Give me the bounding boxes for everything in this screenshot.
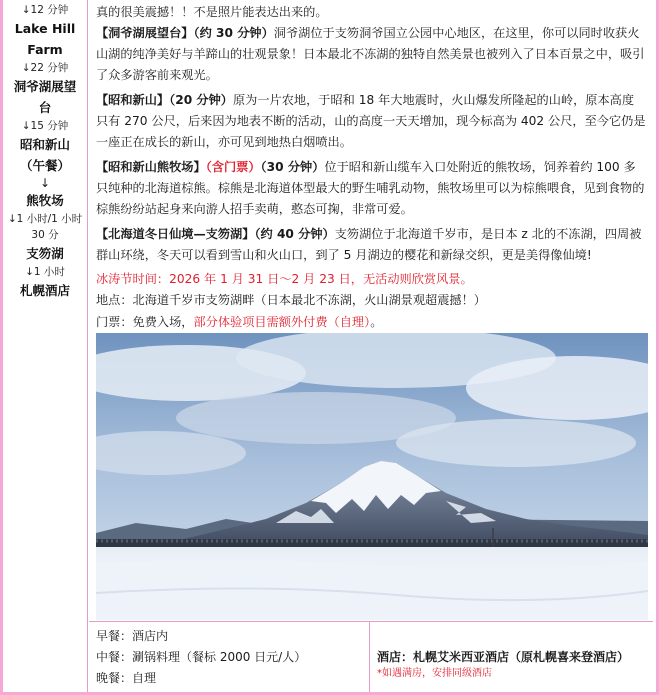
itinerary-stop: 洞爷湖展望 bbox=[13, 79, 77, 94]
itinerary-duration: ↓15 分钟 bbox=[21, 120, 69, 132]
dinner-text: 晚餐：自理 bbox=[96, 671, 157, 685]
meals-cell bbox=[89, 622, 370, 692]
itinerary-duration: ↓12 分钟 bbox=[21, 4, 69, 16]
itinerary-duration: ↓1 小时 bbox=[25, 266, 65, 278]
showa-body: 原为一片农地，于昭和 18 年大地震时，火山爆发所隆起的山岭，原本高度只有 270 公尺，后来因为地表不断的活动，山的高度一天天增加，现今标高为 402 公尺，至今它仍是一座正在成长的新山，亦可见到地热白烟喷出。 bbox=[96, 93, 646, 149]
bear-title: 【昭和新山熊牧场】 bbox=[96, 160, 206, 174]
toya-section bbox=[96, 23, 646, 86]
itinerary-stop: 熊牧场 bbox=[26, 193, 64, 208]
itinerary-stop: （午餐） bbox=[19, 158, 70, 173]
festival-dates: 冰涛节时间：2026 年 1 月 31 日～2 月 23 日，无活动则欣赏风景。 bbox=[96, 272, 473, 286]
photo-illustration bbox=[96, 333, 648, 620]
itinerary-stop: Farm bbox=[27, 42, 63, 57]
bear-body: 位于昭和新山缆车入口处附近的熊牧场，饲养着约 100 多只纯种的北海道棕熊。棕熊是北海道体型最大的野生哺乳动物，熊牧场里可以为棕熊喂食，见到食物的棕熊纷纷站起身来向游人招手卖萌，憨态可掬，非常可爱。 bbox=[96, 160, 645, 216]
toya-title: 【洞爷湖展望台】（约 30 分钟） bbox=[96, 26, 274, 40]
shikotsu-section bbox=[96, 224, 646, 266]
itinerary-stop: 昭和新山 bbox=[19, 137, 70, 152]
ticket-label: 门票：免费入场， bbox=[96, 315, 194, 329]
itinerary-duration: 30 分 bbox=[31, 229, 59, 241]
bear-duration: （30 分钟） bbox=[260, 160, 325, 174]
showa-section bbox=[96, 90, 646, 153]
showa-title: 【昭和新山】（20 分钟） bbox=[96, 93, 233, 107]
bear-ranch-section bbox=[96, 157, 646, 220]
itinerary-stop: 支笏湖 bbox=[26, 246, 64, 261]
meals-hotel-row bbox=[89, 621, 653, 692]
itinerary-arrow: ↓ bbox=[39, 176, 51, 190]
itinerary-list bbox=[3, 0, 87, 301]
lake-volcano-photo bbox=[96, 333, 648, 620]
hotel-name: 酒店：札幌艾米西亚酒店（原札幌喜来登酒店） bbox=[377, 650, 630, 664]
bear-ticket-note: （含门票） bbox=[205, 160, 261, 174]
itinerary-stop: 札幌酒店 bbox=[19, 283, 70, 298]
shikotsu-title: 【北海道冬日仙境—支笏湖】（约 40 分钟） bbox=[96, 227, 335, 241]
ticket-info bbox=[96, 312, 646, 333]
hotel-cell bbox=[371, 622, 653, 692]
lunch-text: 中餐：涮锅料理（餐标 2000 日元/人） bbox=[96, 650, 307, 664]
itinerary-stop: Lake Hill bbox=[14, 21, 76, 36]
itinerary-stop: 台 bbox=[38, 100, 52, 115]
intro-tail-text: 真的很美震撼！！不是照片能表达出来的。 bbox=[96, 5, 328, 19]
toya-body: 洞爷湖位于支笏洞爷国立公园中心地区，在这里，你可以同时收获火山湖的纯净美好与羊蹄山的壮观景象！日本最北不冻湖的独特自然美景也被列入了日本百景之中，吸引了众多游客前来观光。 bbox=[96, 26, 645, 82]
itinerary-duration: ↓22 分钟 bbox=[21, 62, 69, 74]
breakfast-text: 早餐：酒店内 bbox=[96, 629, 169, 643]
ticket-extra-fee: 部分体验项目需额外付费（自理） bbox=[193, 315, 371, 329]
location-text: 地点：北海道千岁市支笏湖畔（日本最北不冻湖，火山湖景观超震撼！） bbox=[96, 293, 486, 307]
itinerary-column bbox=[3, 0, 88, 692]
hotel-note: *如遇满房，安排同级酒店 bbox=[377, 668, 492, 679]
ticket-end: 。 bbox=[370, 315, 383, 329]
itinerary-duration: ↓1 小时/1 小时 bbox=[7, 213, 83, 225]
shikotsu-body: 支笏湖位于北海道千岁市，是日本 z 北的不冻湖，四周被群山环绕，冬天可以看到雪山和火山口，到了 5 月湖边的樱花和新绿交织，更是美得像仙境! bbox=[96, 227, 642, 262]
